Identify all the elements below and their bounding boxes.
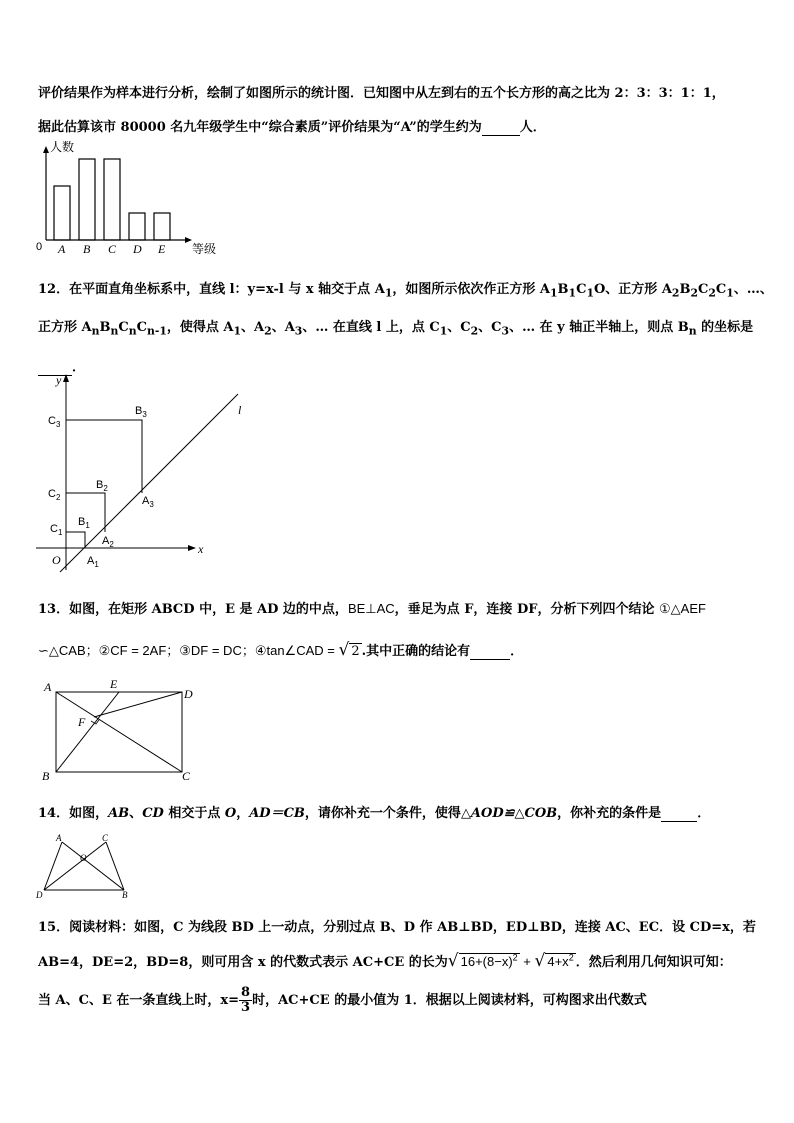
- q12-t1: 12．在平面直角坐标系中，直线 l：y=x-l 与 x 轴交于点 A: [38, 282, 385, 297]
- q15-sqrt2-text: 4+x: [547, 954, 569, 969]
- bar-C: [104, 159, 120, 240]
- label-D: D: [36, 890, 43, 900]
- q14-t4: CD: [142, 806, 164, 821]
- label-C2: $C_2$: [48, 488, 61, 502]
- q12-sub: 2: [671, 286, 680, 300]
- q12-t15: 、A: [241, 320, 265, 335]
- label-A1: $A_1$: [87, 555, 99, 569]
- label-A3: $A_3$: [142, 495, 154, 509]
- q13-sqrt: 2: [351, 644, 360, 659]
- q12-t18: 、C: [447, 320, 471, 335]
- answer-blank-q13: [470, 644, 510, 660]
- label-A: A: [44, 680, 52, 694]
- q11-text-line2: [38, 116, 546, 136]
- sqrt-icon: √: [338, 640, 350, 660]
- fraction-denominator: 3: [241, 1000, 251, 1015]
- q14-text-line1: [38, 802, 710, 822]
- q12-t7: C: [698, 282, 709, 297]
- label-C1: $C_1$: [50, 523, 63, 537]
- q15-t2: ．然后利用几何知识可知：: [575, 955, 732, 970]
- q12-t2: ，如图所示依次作正方形 A: [392, 282, 550, 297]
- q13-t1: 13．如图，在矩形 ABCD 中，E 是 AD 边的中点，: [38, 602, 348, 617]
- q11-text-a: 据此估算该市 80000 名九年级学生中“综合素质”评价结果为“A”的学生约为: [38, 120, 482, 135]
- q14-t9: ，请你补充一个条件，使得: [304, 806, 461, 821]
- q12-t14: ，使得点 A: [166, 320, 234, 335]
- line-l-label: l: [238, 403, 242, 417]
- q12-sub: n: [91, 324, 100, 338]
- y-label: y: [56, 373, 62, 387]
- q14-t2: AB: [108, 806, 130, 821]
- q15-sqrt1: [459, 953, 520, 969]
- q14-t11: ，你补充的条件是: [557, 806, 662, 821]
- segment-AC: [56, 692, 182, 772]
- q12-sub: n: [128, 324, 137, 338]
- bar-B: [79, 159, 95, 240]
- label-A: A: [56, 833, 62, 843]
- label-C: C: [182, 769, 191, 783]
- segment-DF: [94, 692, 182, 717]
- q13-math: BE⊥AC: [347, 601, 395, 616]
- q14-t3: 、: [129, 806, 143, 821]
- q15-text-line2: [38, 951, 732, 971]
- origin-label: O: [52, 553, 61, 567]
- q15-t4: 时，AC+CE 的最小值为 1．根据以上阅读材料，可构图求出代数式: [252, 993, 647, 1008]
- tick-label-E: E: [158, 242, 166, 256]
- q12-t16: 、A: [271, 320, 295, 335]
- q12-sub: 1: [726, 286, 734, 300]
- label-B: B: [42, 769, 50, 783]
- q13-text-line2: [38, 640, 523, 660]
- q14-t8: AD＝CB: [249, 806, 305, 821]
- q12-sub: n-1: [146, 324, 167, 338]
- q15-t1: AB=4，DE=2，BD=8，则可用含 x 的代数式表示 AC+CE 的长为: [38, 955, 448, 970]
- q12-sub: 1: [384, 286, 393, 300]
- fraction-numerator: 8: [241, 985, 251, 1000]
- q11-text-b: 人．: [519, 120, 546, 135]
- bar-A: [54, 186, 70, 240]
- q12-t12: C: [118, 320, 129, 335]
- answer-blank-q14: [661, 806, 697, 822]
- q14-t5: 相交于点: [163, 806, 225, 821]
- y-axis-label: 人数: [50, 140, 75, 154]
- q12-coordinate-diagram: [32, 372, 252, 582]
- q12-text-line2: [38, 316, 753, 338]
- q12-t3: B: [557, 282, 569, 297]
- tick-label-A: A: [58, 242, 66, 256]
- q14-triangle-diagram: [34, 832, 134, 902]
- q12-t4: C: [576, 282, 587, 297]
- q12-sub: n: [688, 324, 697, 338]
- q15-sup: 2: [512, 952, 518, 963]
- q12-sub: 3: [501, 324, 510, 338]
- q15-sqrt2: [545, 953, 575, 969]
- q14-t7: ，: [236, 806, 250, 821]
- square-1: [66, 532, 85, 548]
- q13-t5: .其中正确的结论有: [361, 644, 471, 659]
- q12-t21: 的坐标是: [696, 320, 754, 335]
- q12-t11: B: [99, 320, 111, 335]
- sqrt-icon: √: [447, 951, 459, 971]
- q13-text-line1: [38, 598, 706, 617]
- q12-t8: C: [715, 282, 727, 297]
- q12-t13: C: [136, 320, 147, 335]
- x-axis-label: 等级: [192, 242, 217, 256]
- q14-t12: ．: [697, 806, 711, 821]
- q12-sub: 1: [233, 324, 242, 338]
- answer-blank-q11: [482, 120, 520, 136]
- tick-label-C: C: [108, 242, 117, 256]
- x-axis-arrow-icon: [185, 237, 192, 243]
- bar-D: [129, 213, 145, 240]
- q15-plus: +: [519, 954, 535, 969]
- q12-t22: ．: [72, 360, 86, 375]
- q11-text-line1: 评价结果作为样本进行分析，绘制了如图所示的统计图．已知图中从左到右的五个长方形的高之比为 2：3：3：1：1，: [38, 86, 725, 101]
- q15-sqrt1-text: 16+(8−x): [460, 954, 513, 969]
- label-D: D: [184, 687, 193, 701]
- fraction: [239, 986, 252, 1015]
- q13-rectangle-diagram: [36, 676, 206, 786]
- q12-sub: 1: [568, 286, 577, 300]
- q15-text-line3: [38, 986, 647, 1015]
- label-C: C: [102, 833, 109, 843]
- tick-label-B: B: [83, 242, 91, 256]
- label-B: B: [122, 890, 128, 900]
- q12-sub: 1: [439, 324, 448, 338]
- q13-t4: ∽△CAB；②CF = 2AF；③DF = DC；④tan∠CAD =: [38, 643, 339, 658]
- square-3: [66, 420, 142, 493]
- q12-t17: 、… 在直线 l 上，点 C: [302, 320, 440, 335]
- q12-t19: 、C: [478, 320, 502, 335]
- q12-sub: 3: [294, 324, 303, 338]
- q12-t20: 、… 在 y 轴正半轴上，则点 B: [509, 320, 689, 335]
- label-C3: $C_3$: [48, 415, 61, 429]
- line-l: [60, 394, 238, 572]
- q11-bar-chart: [30, 138, 230, 263]
- bar-E: [154, 213, 170, 240]
- x-axis-arrow-icon: [188, 545, 196, 551]
- q12-sub: 1: [586, 286, 594, 300]
- q15-sup: 2: [568, 952, 574, 963]
- q14-t1: 14．如图，: [38, 806, 109, 821]
- sqrt-icon: √: [534, 951, 546, 971]
- x-label: x: [198, 542, 204, 556]
- q12-sub: 2: [708, 286, 716, 300]
- q12-sub: 2: [690, 286, 699, 300]
- segment-BE: [56, 692, 119, 772]
- q14-t10: △AOD≌△COB: [460, 806, 558, 821]
- q14-t6: O: [224, 806, 237, 821]
- label-A2: $A_2$: [102, 535, 114, 549]
- label-B1: $B_1$: [78, 516, 90, 530]
- label-F: F: [78, 715, 86, 729]
- label-B2: $B_2$: [96, 479, 108, 493]
- y-axis-arrow-icon: [43, 146, 49, 153]
- q12-sub: 2: [470, 324, 479, 338]
- q13-t6: ．: [510, 644, 524, 659]
- label-B3: $B_3$: [135, 405, 147, 419]
- y-axis-arrow-icon: [63, 374, 69, 382]
- origin-label: 0: [36, 241, 43, 253]
- q12-t5: O、正方形 A: [593, 282, 672, 297]
- q12-t10: 正方形 A: [38, 320, 92, 335]
- tick-label-D: D: [133, 242, 142, 256]
- q12-sub: 2: [264, 324, 272, 338]
- q15-t3: 当 A、C、E 在一条直线上时，x=: [38, 993, 240, 1008]
- q15-text-line1: 15．阅读材料：如图，C 为线段 BD 上一动点，分别过点 B、D 作 AB⊥BD，ED⊥BD，连接 AC、EC．设 CD=x，若: [38, 920, 756, 935]
- q12-t6: B: [679, 282, 691, 297]
- q12-sub: 1: [549, 286, 558, 300]
- q12-t9: 、…、: [733, 282, 773, 297]
- label-O: O: [80, 853, 87, 863]
- q13-t3: ①△AEF: [659, 601, 706, 616]
- q13-t2: ，垂足为点 F，连接 DF，分析下列四个结论: [394, 602, 655, 617]
- q12-text-line1: [38, 278, 773, 300]
- label-E: E: [110, 677, 118, 691]
- q12-sub: n: [110, 324, 119, 338]
